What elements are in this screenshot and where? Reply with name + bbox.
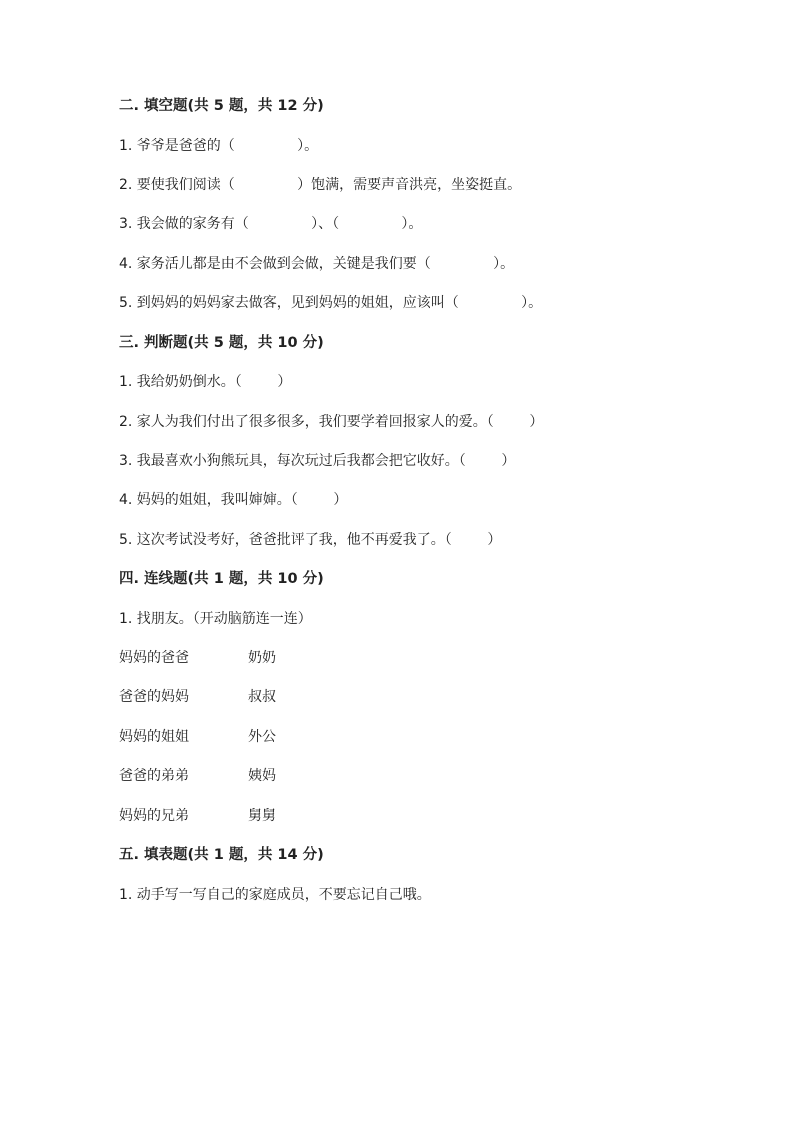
section-heading-true-false: 三. 判断题(共 5 题，共 10 分) (119, 335, 324, 351)
judge-question-1: 1. 我给奶奶倒水。（ ） (119, 374, 292, 390)
match-left-item: 妈妈的兄弟 (119, 808, 189, 824)
match-left-item: 爸爸的妈妈 (119, 689, 189, 705)
section-heading-matching: 四. 连线题(共 1 题，共 10 分) (119, 571, 324, 587)
match-right-item: 舅舅 (248, 808, 276, 824)
match-right-item: 外公 (248, 729, 276, 745)
table-question-1: 1. 动手写一写自己的家庭成员，不要忘记自己哦。 (119, 887, 431, 903)
match-left-item: 妈妈的姐姐 (119, 729, 189, 745)
section-heading-fill-blank: 二. 填空题(共 5 题，共 12 分) (119, 98, 324, 114)
fill-question-4: 4. 家务活儿都是由不会做到会做，关键是我们要（ ）。 (119, 256, 515, 272)
judge-question-2: 2. 家人为我们付出了很多很多，我们要学着回报家人的爱。（ ） (119, 414, 544, 430)
judge-question-3: 3. 我最喜欢小狗熊玩具，每次玩过后我都会把它收好。（ ） (119, 453, 516, 469)
fill-question-2: 2. 要使我们阅读（ ）饱满，需要声音洪亮，坐姿挺直。 (119, 177, 522, 193)
match-question-1: 1. 找朋友。（开动脑筋连一连） (119, 611, 312, 627)
section-heading-fill-table: 五. 填表题(共 1 题，共 14 分) (119, 847, 324, 863)
fill-question-5: 5. 到妈妈的妈妈家去做客，见到妈妈的姐姐，应该叫（ ）。 (119, 295, 543, 311)
fill-question-3: 3. 我会做的家务有（ ）、（ ）。 (119, 216, 423, 232)
match-right-item: 叔叔 (248, 689, 276, 705)
judge-question-4: 4. 妈妈的姐姐，我叫婶婶。（ ） (119, 492, 348, 508)
match-right-item: 姨妈 (248, 768, 276, 784)
match-left-item: 妈妈的爸爸 (119, 650, 189, 666)
fill-question-1: 1. 爷爷是爸爸的（ ）。 (119, 138, 319, 154)
match-left-item: 爸爸的弟弟 (119, 768, 189, 784)
match-right-item: 奶奶 (248, 650, 276, 666)
judge-question-5: 5. 这次考试没考好，爸爸批评了我，他不再爱我了。（ ） (119, 532, 502, 548)
